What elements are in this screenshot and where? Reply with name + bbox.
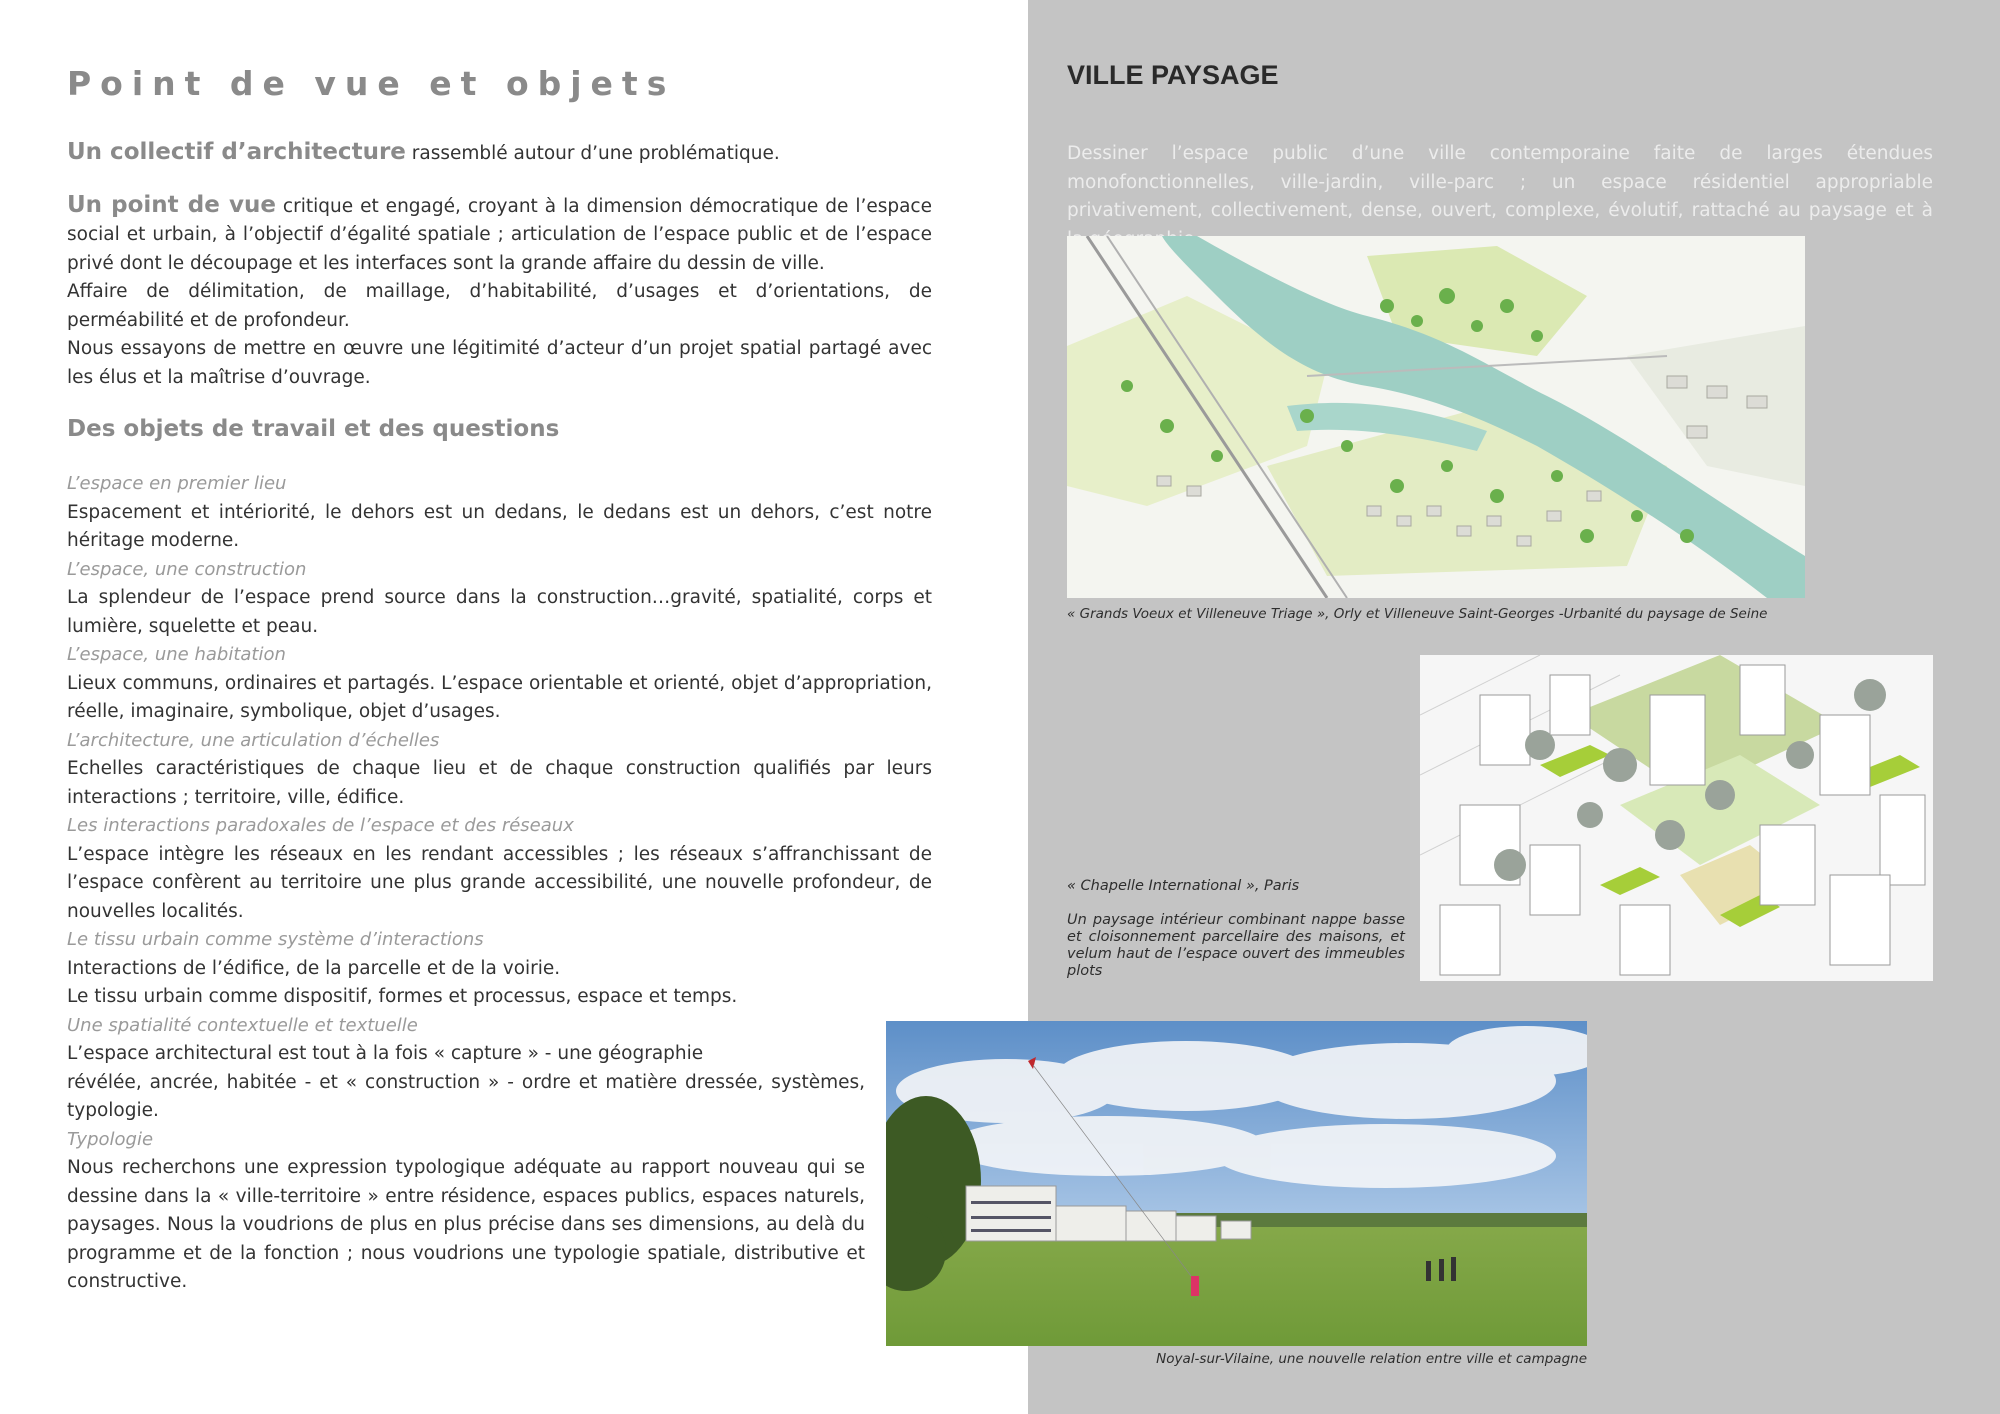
item-body: La splendeur de l’espace prend source dans la construction…gravité, spatialité, corps et lumière, squelette et peau. (67, 587, 932, 637)
item-title: L’espace, une construction (67, 558, 307, 580)
paragraph-legitimite: Nous essayons de mettre en œuvre une légitimité d’acteur d’un projet spatial partagé avec les élus et la maîtrise d’ouvrage. (67, 338, 932, 388)
item-body-2: révélée, ancrée, habitée - et « construction » - ordre et matière dressée, systèmes, typologie. (67, 1071, 865, 1121)
lead-collectif: Un collectif d’architecture (67, 139, 406, 165)
item-body-2: Le tissu urbain comme dispositif, formes et processus, espace et temps. (67, 986, 738, 1007)
list-item (67, 1126, 865, 1297)
item-body: Interactions de l’édifice, de la parcelle et de la voirie. (67, 957, 561, 979)
caption-noyal: Noyal-sur-Vilaine, une nouvelle relation entre ville et campagne (1156, 1351, 1587, 1367)
list-item (67, 641, 932, 727)
caption-chapelle (1067, 878, 1405, 980)
right-intro: Dessiner l’espace public d’une ville contemporaine faite de larges étendues monofonctionnelles, ville-jardin, ville-parc ; un espace résidentiel appropriable privativement, collectivement, dense, ouvert, complexe, évolutif, rattaché au paysage et à (1067, 143, 1933, 221)
section-heading: Des objets de travail et des questions (67, 416, 560, 442)
paragraph-affaire: Affaire de délimitation, de maillage, d’habitabilité, d’usages et d’orientations, de perméabilité et de profondeur. (67, 281, 932, 331)
intro-text: rassemblé autour d’une problématique. (405, 143, 780, 164)
list-item (67, 812, 932, 926)
list-item (67, 470, 932, 556)
list-item (67, 727, 932, 813)
item-title: Une spatialité contextuelle et textuelle (67, 1014, 418, 1036)
item-body: L’espace intègre les réseaux en les rendant accessibles ; les réseaux s’affranchissant de l’espace confèrent au territoire une plus grande accessibilité, une nouvelle profondeur, de nouvelles localités. (67, 843, 932, 922)
list-item (67, 1012, 865, 1126)
item-title: L’espace en premier lieu (67, 473, 287, 494)
item-body: Lieux communs, ordinaires et partagés. L’espace orientable et orienté, objet d’appropriation, réelle, imaginaire, symbolique, objet d’usages. (67, 672, 932, 722)
aerial-plan-image (1067, 236, 1805, 598)
item-title: Le tissu urbain comme système d’interactions (67, 929, 484, 950)
caption-grands-voeux: « Grands Voeux et Villeneuve Triage », Orly et Villeneuve Saint-Georges -Urbanité du paysage de Seine (1067, 606, 1768, 622)
page-title: Point de vue et objets (67, 64, 676, 103)
item-body: L’espace architectural est tout à la fois « capture » - une géographie (67, 1043, 704, 1064)
item-title: L’espace, une habitation (67, 644, 286, 665)
right-title: VILLE PAYSAGE (1067, 60, 1279, 90)
item-title: L’architecture, une articulation d’échelles (67, 729, 440, 751)
intro-paragraph (67, 138, 932, 169)
point-de-vue-text: critique et engagé, croyant à la dimension démocratique de l’espace social et urbain, à l’objectif d’égalité spatiale ; articulation de l’espace public et de l’espace privé dont le découpage et les interfaces sont la grande affaire du dessin de ville. (67, 195, 932, 274)
left-text-column (67, 138, 932, 1297)
caption-chapelle-body: Un paysage intérieur combinant nappe basse et cloisonnement parcellaire des maisons, et velum haut de l’espace ouvert des immeubles plots (1067, 912, 1405, 979)
item-body: Espacement et intériorité, le dehors est un dedans, le dedans est un dehors, c’est notre héritage moderne. (67, 501, 932, 551)
item-title: Typologie (67, 1128, 154, 1150)
caption-chapelle-title: « Chapelle International », Paris (1067, 878, 1300, 894)
landscape-photo (886, 1021, 1587, 1346)
list-item (67, 926, 932, 1012)
lead-point-de-vue: Un point de vue (67, 191, 276, 218)
item-body: Nous recherchons une expression typologique adéquate au rapport nouveau qui se dessine dans la « ville-territoire » entre résidence, espaces publics, espaces naturels, paysages. Nous la voudrions de plus en plus précise dans ses dimensions, au delà du programme et de la fonction ; nous voudrions une typologie spatiale, distributive et constructive. (67, 1157, 865, 1292)
axonometric-image (1420, 655, 1933, 981)
point-de-vue-paragraph (67, 191, 932, 279)
item-body: Echelles caractéristiques de chaque lieu et de chaque construction qualifiés par leurs interactions ; territoire, ville, édifice. (67, 758, 932, 808)
list-item (67, 556, 932, 642)
item-title: Les interactions paradoxales de l’espace et des réseaux (67, 815, 574, 836)
